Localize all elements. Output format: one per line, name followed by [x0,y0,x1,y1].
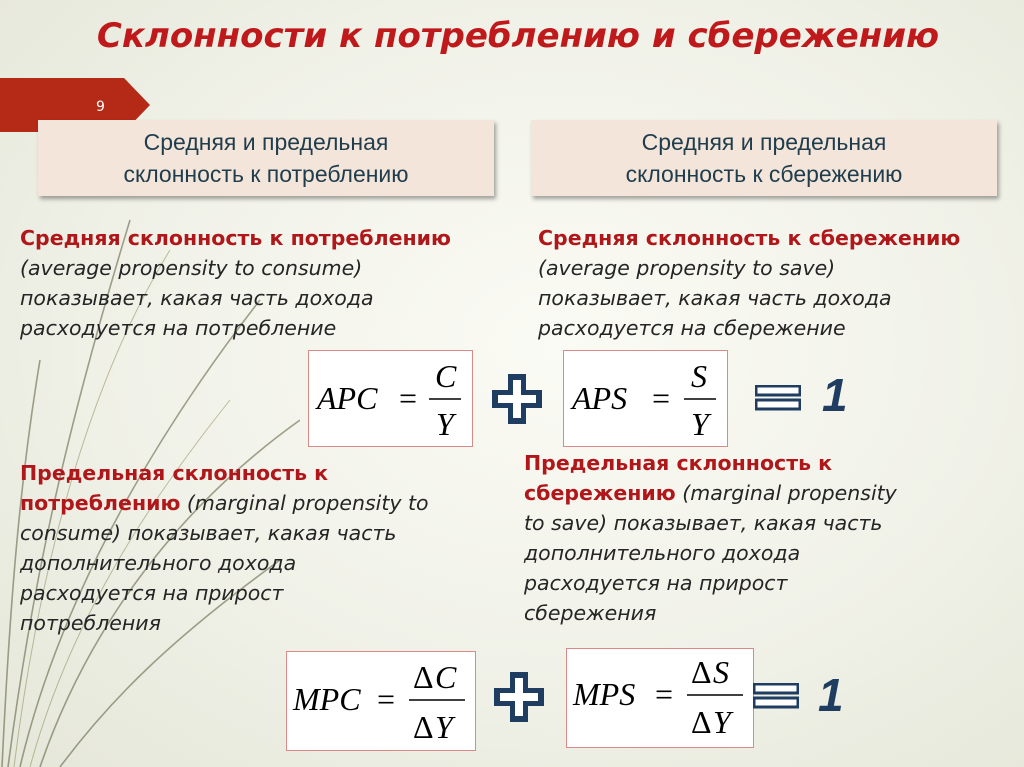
mpc-formula-denominator: Y [435,709,453,745]
aps-formula-lhs: APS [572,380,628,416]
mpc-term: Предельная склонность к [20,461,329,485]
mps-definition [524,448,1004,628]
apc-formula [308,350,473,447]
apc-english: (average propensity to consume) [20,256,363,280]
mpc-formula-den-delta: Δ [413,709,434,745]
apc-formula-denominator: Y [436,406,454,442]
apc-definition [20,223,540,343]
mps-formula-denominator: Y [713,704,731,740]
header-saving-line2: склонность к сбережению [625,161,903,187]
mpc-formula-lhs: MPC [293,681,361,717]
mpc-term-cont: потреблению [20,491,181,515]
mps-term: Предельная склонность к [524,451,833,475]
mps-formula-num-delta: Δ [691,654,712,690]
plus-icon [492,670,546,724]
mps-formula-lhs: MPS [573,676,636,712]
mpc-formula-num-delta: Δ [413,659,434,695]
mps-text-line: дополнительного дохода [524,541,801,565]
header-consumption [38,120,494,196]
mps-text-line: сбережения [524,601,657,625]
apc-text-line: расходуется на потребление [20,316,337,340]
aps-definition [538,223,1018,343]
aps-formula-denominator: Y [691,406,709,442]
header-saving [531,120,997,196]
header-saving-line1: Средняя и предельная [641,129,887,155]
aps-formula-equals: = [652,380,671,416]
aps-formula-numerator: S [691,358,707,394]
result-one: 1 [822,369,848,421]
mps-formula [566,648,754,748]
aps-english: (average propensity to save) [538,256,836,280]
plus-icon [490,372,544,426]
apc-term: Средняя склонность к потреблению [20,226,451,250]
apc-text-line: показывает, какая часть дохода [20,286,374,310]
mpc-text-line: consume) показывает, какая часть [20,521,397,545]
aps-term: Средняя склонность к сбережению [538,226,961,250]
mps-text-line: расходуется на прирост [524,571,788,595]
equals-icon [753,683,799,709]
mps-term-cont: сбережению [524,481,676,505]
mpc-text-line: дополнительного дохода [20,551,297,575]
mpc-english: (marginal propensity to [180,491,429,515]
header-consumption-line2: склонность к потреблению [123,161,409,187]
mpc-formula-numerator: C [435,659,457,695]
mps-english: (marginal propensity [675,481,897,505]
header-consumption-line1: Средняя и предельная [143,129,389,155]
apc-formula-equals: = [399,380,418,416]
aps-text-line: показывает, какая часть дохода [538,286,892,310]
mpc-formula [286,651,476,751]
mps-formula-numerator: S [713,654,729,690]
mpc-formula-equals: = [377,681,396,717]
slide-number: 9 [96,99,105,115]
mpc-text-line: потребления [20,611,161,635]
apc-formula-numerator: C [435,358,457,394]
mps-text-line: to save) показывает, какая часть [524,511,883,535]
mps-formula-den-delta: Δ [691,704,712,740]
mps-formula-equals: = [655,676,674,712]
aps-text-line: расходуется на сбережение [538,316,846,340]
slide-title: Склонности к потреблению и сбережению [96,16,940,56]
apc-formula-lhs: APC [317,380,378,416]
result-one: 1 [818,669,844,721]
equals-icon [755,385,801,411]
mpc-definition [20,458,520,638]
aps-formula [563,350,728,447]
mpc-text-line: расходуется на прирост [20,581,284,605]
